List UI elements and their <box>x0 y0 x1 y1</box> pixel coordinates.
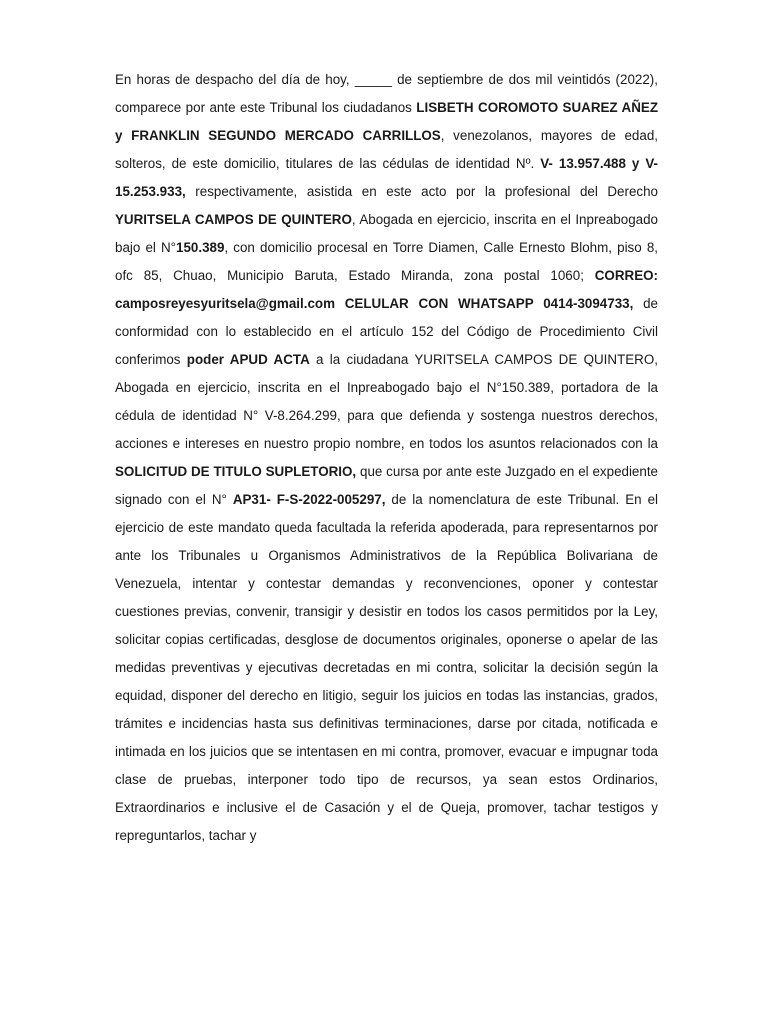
bold-text-run: SOLICITUD DE TITULO SUPLETORIO, <box>115 464 357 480</box>
text-run: de conformidad con lo establecido en el artículo 152 del Código de Procedimiento Civil conferimos <box>115 296 658 368</box>
bold-text-run: poder APUD ACTA <box>186 352 310 368</box>
text-run: que cursa por ante este Juzgado en el expediente signado con el N° <box>115 464 658 508</box>
text-run: a la ciudadana YURITSELA CAMPOS DE QUINTERO, Abogada en ejercicio, inscrita en el Inpreabogado bajo el N°150.389, portadora de la cédula de identidad N° V-8.264.299, para que defienda y sostenga nuestros derechos, acciones e intereses en nuestro propio nombre, en todos los asuntos relacionados con la <box>115 352 658 452</box>
bold-text-run: 150.389 <box>176 240 225 256</box>
text-run: , Abogada en ejercicio, inscrita en el Inpreabogado bajo el N° <box>115 212 658 256</box>
bold-text-run: AP31- F-S-2022-005297, <box>232 492 386 508</box>
text-run: respectivamente, asistida en este acto por la profesional del Derecho <box>185 184 658 200</box>
text-run: de la nomenclatura de este Tribunal. En el ejercicio de este mandato queda facultada la referida apoderada, para representarnos por ante los Tribunales u Organismos Administrativos de la República Bolivariana de Venezuela, intentar y contestar demandas y reconvenciones, oponer y contestar cuestiones previas, convenir, transigir y desistir en todos los casos permitidos por la Ley, solicitar copias certificadas, desglose de documentos originales, oponerse o apelar de las medidas preventivas y ejecutivas decretadas en mi contra, solicitar la decisión según la equidad, disponer del derecho en litigio, seguir los juicios en todas las instancias, grados, trámites e incidencias hasta sus definitivas terminaciones, darse por citada, notificada e intimada en los juicios que se intentasen en mi contra, promover, evacuar e impugnar toda clase de pruebas, interponer todo tipo de recursos, ya sean estos Ordinarios, Extraordinarios e inclusive el de Casación y el de Queja, promover, tachar testigos y repreguntarlos, tachar y <box>115 492 658 844</box>
text-run: En horas de despacho del día de hoy, _____ de septiembre de dos mil veintidós (2022), comparece por ante este Tribunal los ciudadanos <box>115 72 658 116</box>
bold-text-run: LISBETH COROMOTO SUAREZ AÑEZ y FRANKLIN SEGUNDO MERCADO CARRILLOS <box>115 100 658 144</box>
body-paragraph <box>115 66 658 850</box>
bold-text-run: V- 13.957.488 y V-15.253.933, <box>115 156 658 200</box>
text-run: , con domicilio procesal en Torre Diamen, Calle Ernesto Blohm, piso 8, ofc 85, Chuao, Municipio Baruta, Estado Miranda, zona postal 1060; <box>115 240 658 284</box>
bold-text-run: YURITSELA CAMPOS DE QUINTERO <box>115 212 352 228</box>
text-run: , venezolanos, mayores de edad, solteros, de este domicilio, titulares de las cédulas de identidad Nº. <box>115 128 658 172</box>
bold-text-run: CORREO: camposreyesyuritsela@gmail.com CELULAR CON WHATSAPP 0414-3094733, <box>115 268 658 312</box>
